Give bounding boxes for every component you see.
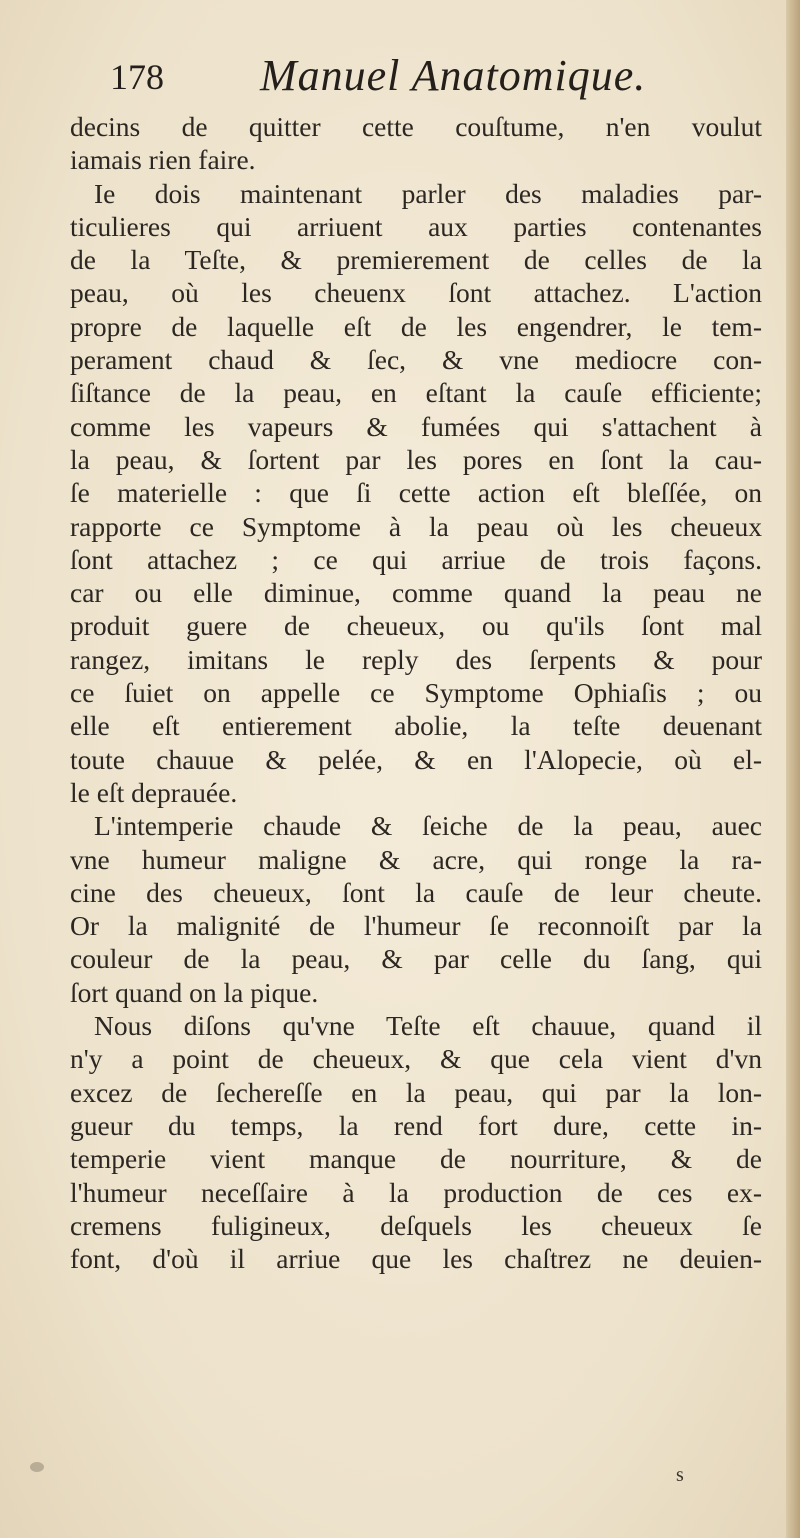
text-line: elle eſt entierement abolie, la teſte deuenant [70,710,762,742]
text-line: produit guere de cheueux, ou qu'ils ſont mal [70,610,762,642]
running-title: Manuel Anatomique. [260,51,647,100]
body-text [70,110,762,1275]
text-line: de la Teſte, & premierement de celles de la [70,244,762,276]
text-line: n'y a point de cheueux, & que cela vient d'vn [70,1043,762,1075]
text-line: ſont attachez ; ce qui arriue de trois façons. [70,543,762,575]
page-edge [786,0,800,1538]
text-line: perament chaud & ſec, & vne mediocre con- [70,344,762,376]
text-line: rangez, imitans le reply des ſerpents & pour [70,643,762,675]
text-line: Ie dois maintenant parler des maladies par- [94,177,762,209]
text-line: Or la malignité de l'humeur ſe reconnoiſt par la [70,910,762,942]
page-number: 178 [110,57,164,97]
text-line: vne humeur maligne & acre, qui ronge la ra- [70,843,762,875]
text-line: propre de laquelle eſt de les engendrer, le tem- [70,310,762,342]
text-line: toute chauue & pelée, & en l'Alopecie, où el- [70,743,762,775]
catchword: s [676,1464,684,1486]
text-line: ce ſuiet on appelle ce Symptome Ophiaſis ; ou [70,677,762,709]
text-line: L'intemperie chaude & ſeiche de la peau, auec [94,810,762,842]
text-line: le eſt deprauée. [70,776,238,808]
text-line: decins de quitter cette couſtume, n'en voulut [70,111,762,142]
text-line: ſe materielle : que ſi cette action eſt bleſſée, on [70,477,762,509]
text-line: gueur du temps, la rend fort dure, cette in- [70,1109,762,1141]
text-line: la peau, & ſortent par les pores en ſont la cau- [70,443,762,475]
text-line: iamais rien faire. [70,144,256,176]
text-line: cremens fuligineux, deſquels les cheueux ſe [70,1209,762,1241]
text-line: cine des cheueux, ſont la cauſe de leur cheute. [70,876,762,908]
text-line: temperie vient manque de nourriture, & de [70,1143,762,1175]
text-line: ſort quand on la pique. [70,976,319,1008]
page-header [110,50,710,112]
text-line: ticulieres qui arriuent aux parties contenantes [70,210,762,242]
ink-smudge [30,1462,44,1472]
text-line: Nous diſons qu'vne Teſte eſt chauue, quand il [94,1010,762,1042]
text-line: l'humeur neceſſaire à la production de ces ex- [70,1176,762,1208]
text-line: ſiſtance de la peau, en eſtant la cauſe efficiente; [70,377,762,409]
text-line: excez de ſechereſſe en la peau, qui par la lon- [70,1076,762,1108]
text-line: font, d'où il arriue que les chaſtrez ne deuien- [70,1243,762,1275]
text-line: rapporte ce Symptome à la peau où les cheueux [70,510,762,542]
text-line: car ou elle diminue, comme quand la peau ne [70,577,762,609]
text-line: comme les vapeurs & fumées qui s'attachent à [70,410,762,442]
text-line: peau, où les cheuenx ſont attachez. L'action [70,277,762,309]
text-line: couleur de la peau, & par celle du ſang, qui [70,943,762,975]
